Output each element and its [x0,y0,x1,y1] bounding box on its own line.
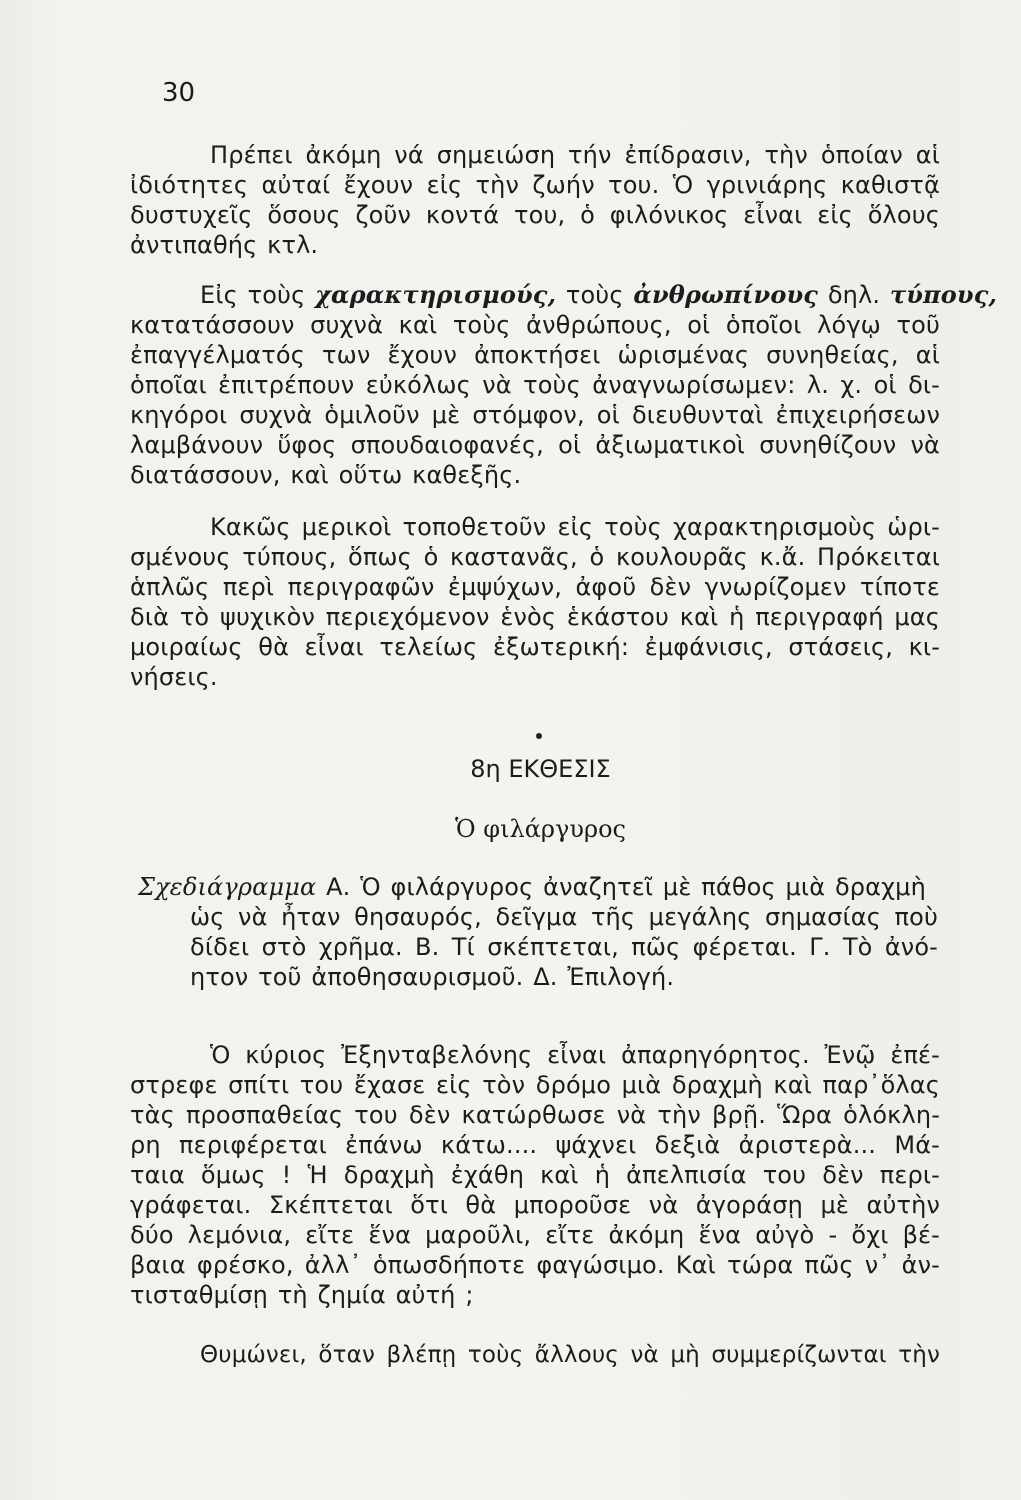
outline-line: Α. Ὁ φιλάργυρος ἀναζητεῖ μὲ πάθος μιὰ δραχμὴ [326,873,926,901]
paragraph-2 [130,280,997,490]
paragraph-4 [130,1040,940,1310]
text-line: Θυμώνει, ὅταν βλέπῃ τοὺς ἄλλους νὰ μὴ συμμερίζωνται τὴν [200,1342,940,1368]
text-line: ἐπαγγέλματός των ἔχουν ἀποκτήσει ὡρισμένας συνηθείας, αἱ [130,341,940,369]
section-heading: 8η ΕΚΘΕΣΙΣ [470,755,611,783]
paragraph-3 [130,512,940,692]
text-line: νήσεις. [130,663,218,691]
text-line: ρη περιφέρεται ἐπάνω κάτω.... ψάχνει δεξιὰ ἀριστερὰ... Μά- [130,1131,940,1159]
text-line: μοιραίως θὰ εἶναι τελείως ἐξωτερική: ἐμφάνισις, στάσεις, κι- [130,633,940,661]
text-fragment: Εἰς τοὺς [200,281,306,309]
page-number: 30 [162,78,196,108]
text-line: ητον τοῦ ἀποθησαυρισμοῦ. Δ. Ἐπιλογή. [190,963,675,991]
paragraph-5 [130,1340,940,1370]
text-line: γράφεται. Σκέπτεται ὅτι θὰ μποροῦσε νὰ ἀγοράσῃ μὲ αὐτὴν [130,1191,940,1219]
text-line: λαμβάνουν ὕφος σπουδαιοφανές, οἱ ἀξιωματικοὶ συνηθίζουν νὰ [130,431,940,459]
text-line: ὡς νὰ ἦταν θησαυρός, δεῖγμα τῆς μεγάλης σημασίας ποὺ [190,903,938,931]
text-line: κατατάσσουν συχνὰ καὶ τοὺς ἀνθρώπους, οἱ ὁποῖοι λόγῳ τοῦ [130,311,940,339]
paragraph-1 [130,140,940,260]
text-line [130,280,997,310]
text-line: δύο λεμόνια, εἴτε ἕνα μαροῦλι, εἴτε ἀκόμη ἕνα αὐγὸ - ὄχι βέ- [130,1221,940,1249]
ink-dot [536,733,542,739]
section-subtitle: Ὁ φιλάργυρος [455,815,626,843]
text-line: βαια φρέσκο, ἀλλ᾿ ὁπωσδήποτε φαγώσιμο. Καὶ τώρα πῶς ν᾿ ἀν- [130,1251,940,1279]
text-line: ἁπλῶς περὶ περιγραφῶν ἐμψύχων, ἀφοῦ δὲν γνωρίζομεν τίποτε [130,573,940,601]
text-line: Πρέπει ἀκόμη νά σημειώση τήν ἐπίδρασιν, τὴν ὁποίαν αἱ [210,141,940,169]
term-human: ἀνθρωπίνους [633,280,819,309]
text-line: τὰς προσπαθείας του δὲν κατώρθωσε νὰ τὴν βρῇ. Ὥρα ὁλόκλη- [130,1101,940,1129]
term-characterizations: χαρακτηρισμούς, [315,280,557,309]
text-line: διατάσσουν, καὶ οὕτω καθεξῆς. [130,461,522,489]
text-line: ἰδιότητες αὐταί ἔχουν εἰς τὴν ζωήν του. Ὁ γρινιάρης καθιστᾷ [130,171,940,199]
term-types: τύπους, [889,280,997,309]
outline-label: Σχεδιάγραμμα [138,873,317,901]
text-line: δίδει στὸ χρῆμα. Β. Τί σκέπτεται, πῶς φέρεται. Γ. Τὸ ἀνό- [190,933,938,961]
text-line: Ὁ κύριος Ἐξηνταβελόνης εἶναι ἀπαρηγόρητος. Ἐνῷ ἐπέ- [210,1041,940,1069]
text-line: ὁποῖαι ἐπιτρέπουν εὐκόλως νὰ τοὺς ἀναγνωρίσωμεν: λ. χ. οἱ δι- [130,371,940,399]
text-line [138,872,938,902]
text-line: δυστυχεῖς ὅσους ζοῦν κοντά του, ὁ φιλόνικος εἶναι εἰς ὅλους [130,201,940,229]
text-line: κηγόροι συχνὰ ὁμιλοῦν μὲ στόμφον, οἱ διευθυνταὶ ἐπιχειρήσεων [130,401,940,429]
text-fragment: τοὺς [565,281,624,309]
text-line: σμένους τύπους, ὅπως ὁ καστανᾶς, ὁ κουλουρᾶς κ.ἄ. Πρόκειται [130,543,940,571]
text-line: ταια ὅμως ! Ἡ δραχμὴ ἐχάθη καὶ ἡ ἀπελπισία του δὲν περι- [130,1161,940,1189]
outline [138,872,938,992]
text-line: στρεφε σπίτι του ἔχασε εἰς τὸν δρόμο μιὰ δραχμὴ καὶ παρ᾿ὅλας [130,1071,940,1099]
text-line: Κακῶς μερικοὶ τοποθετοῦν εἰς τοὺς χαρακτηρισμοὺς ὡρι- [210,513,940,541]
text-line: διὰ τὸ ψυχικὸν περιεχόμενον ἑνὸς ἑκάστου καὶ ἡ περιγραφή μας [130,603,940,631]
text-line: ἀντιπαθής κτλ. [130,231,319,259]
text-line: τισταθμίσῃ τὴ ζημία αὐτή ; [130,1281,474,1309]
text-fragment: δηλ. [827,281,881,309]
